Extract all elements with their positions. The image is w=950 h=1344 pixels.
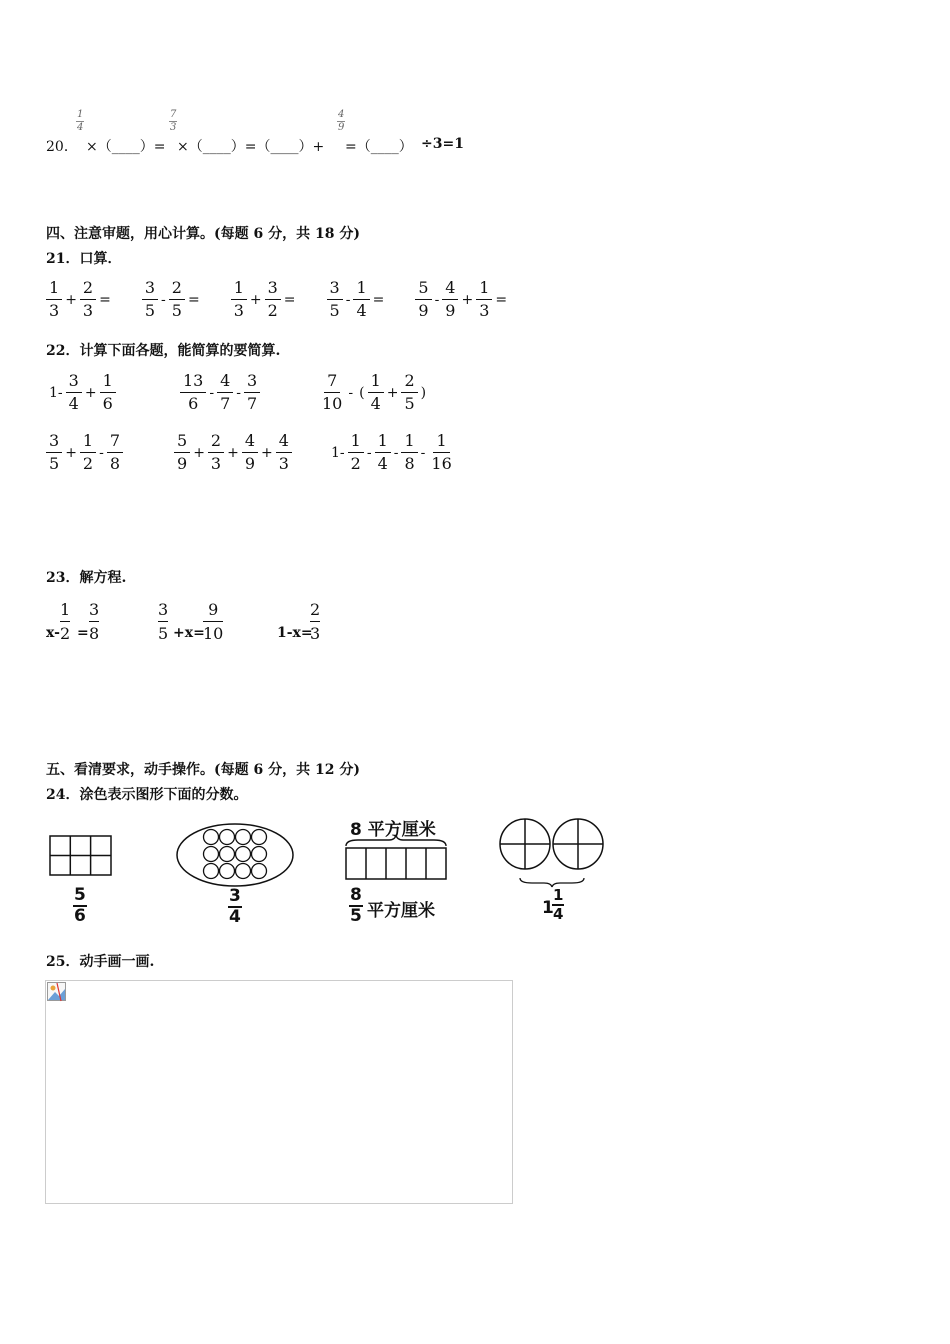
fraction-numerator: 4: [242, 433, 258, 453]
fraction-denominator: 5: [404, 394, 415, 413]
fraction-numerator: 4: [217, 373, 233, 393]
q23-title: 23．解方程.: [46, 570, 127, 586]
q23-eq2-frac2-num: 9: [203, 600, 223, 622]
fraction: [66, 373, 82, 412]
fraction: [46, 280, 62, 319]
fraction: [169, 280, 185, 319]
fraction-numerator: 3: [46, 433, 62, 453]
fraction-denominator: 4: [377, 454, 388, 473]
fraction: [46, 433, 62, 472]
fig2-fraction-den: 4: [229, 907, 241, 927]
q20-tail: ÷3=1: [421, 136, 464, 152]
fraction-denominator: 3: [210, 454, 222, 473]
fraction-denominator: 5: [171, 301, 182, 320]
fig3-fraction-num: 8: [350, 885, 362, 905]
operator: +: [461, 291, 474, 308]
operator: ): [420, 384, 427, 401]
fraction: [174, 433, 190, 472]
fraction-denominator: 9: [244, 454, 256, 473]
fraction: [265, 280, 281, 319]
fraction-denominator: 3: [278, 454, 289, 473]
fraction-numerator: 4: [442, 280, 458, 300]
fraction-denominator: 4: [356, 301, 367, 320]
q23-eq1-frac2-num: 3: [89, 600, 99, 622]
fraction-denominator: 3: [479, 301, 490, 320]
fraction: [142, 280, 158, 319]
fig4-whole: 1: [542, 898, 554, 918]
section-5-title: 五、看清要求，动手操作。(每题 6 分，共 12 分): [46, 762, 360, 778]
operator: +: [84, 384, 97, 401]
operator: +: [227, 444, 239, 461]
fraction-numerator: 3: [327, 280, 343, 300]
fraction-denominator: 6: [188, 394, 199, 413]
operator: =: [495, 291, 508, 308]
drawing-image-area: [45, 980, 513, 1204]
fraction-denominator: 4: [370, 394, 381, 413]
operator: (: [359, 384, 365, 401]
operator: -: [434, 291, 440, 308]
fraction: [217, 373, 233, 412]
q23-eq2-frac2: [203, 600, 223, 643]
grid-2x3-shape[interactable]: [48, 834, 114, 878]
q20-frac-1-den: 4: [77, 122, 84, 133]
fig3-unit: 平方厘米: [367, 901, 435, 921]
fraction-denominator: 9: [418, 301, 429, 320]
rect-5-part-shape[interactable]: [343, 834, 449, 882]
fraction-numerator: 1: [231, 280, 247, 300]
fraction-denominator: 6: [102, 394, 113, 413]
operator: +: [193, 444, 205, 461]
fraction: [401, 373, 417, 412]
fraction: [180, 373, 206, 412]
fig1-fraction-num: 5: [74, 885, 86, 905]
fraction: [107, 433, 123, 472]
fraction-numerator: 1: [80, 433, 96, 453]
fraction-numerator: 2: [208, 433, 224, 453]
fraction: [208, 433, 224, 472]
fraction-denominator: 2: [350, 454, 361, 473]
fraction-numerator: 4: [276, 433, 292, 453]
fraction-numerator: 3: [142, 280, 158, 300]
operator: =: [187, 291, 200, 308]
fraction: [319, 373, 345, 412]
fraction-denominator: 2: [82, 454, 94, 473]
fraction: [415, 280, 431, 319]
fraction-numerator: 7: [324, 373, 340, 393]
operator: +: [65, 444, 77, 461]
oral-calc-item: [327, 280, 388, 319]
fraction-denominator: 9: [445, 301, 456, 320]
q23-eq3-lead: 1-x=: [277, 625, 313, 641]
fraction: [276, 433, 292, 472]
q22-expression: [174, 433, 292, 472]
q21-expressions: [46, 280, 510, 319]
q23-eq1-frac2: [89, 600, 99, 643]
fraction-numerator: 2: [169, 280, 185, 300]
fraction: [244, 373, 260, 412]
fraction-numerator: 3: [244, 373, 260, 393]
q23-eq1-lead: x-: [46, 625, 60, 641]
two-circles-shape[interactable]: [498, 816, 606, 888]
fraction-numerator: 1: [375, 433, 391, 453]
fraction-numerator: 1: [368, 373, 384, 393]
q20-frac-1-num: 1: [77, 109, 84, 120]
operator: -: [420, 444, 426, 461]
operator: -: [345, 291, 351, 308]
fraction-numerator: 1: [46, 280, 62, 300]
q25-title: 25．动手画一画.: [46, 954, 155, 970]
fraction: [428, 433, 454, 472]
ellipse-circles-shape[interactable]: [175, 822, 295, 888]
fraction: [327, 280, 343, 319]
fraction: [442, 280, 458, 319]
q23-eq1-frac1-num: 1: [60, 600, 70, 622]
fraction-denominator: 4: [68, 394, 79, 413]
q22-expression: [180, 373, 260, 412]
broken-image-icon: [47, 982, 67, 1002]
fraction-numerator: 1: [100, 373, 116, 393]
operator: 1-: [331, 444, 345, 461]
operator: -: [393, 444, 399, 461]
fig3-fraction: [349, 887, 363, 925]
q20-frac-3-num: 4: [338, 109, 345, 120]
operator: -: [99, 444, 104, 461]
q20-part-b: ×（____）=（____）+: [177, 139, 325, 155]
operator: -: [209, 384, 215, 401]
q23-eq3-frac1-num: 2: [310, 600, 320, 622]
fraction-numerator: 2: [401, 373, 417, 393]
fraction-denominator: 16: [431, 454, 452, 473]
fraction-numerator: 5: [415, 280, 431, 300]
q20-frac-1: [76, 110, 84, 133]
fraction-numerator: 3: [66, 373, 82, 393]
q20-part-c: =（____）: [345, 139, 413, 155]
q22-expression: [319, 373, 429, 412]
fraction-numerator: 1: [353, 280, 369, 300]
q22-expression: [328, 433, 455, 472]
fraction-denominator: 8: [109, 454, 121, 473]
q23-eq2-frac1-den: 5: [158, 624, 169, 643]
fraction: [348, 433, 364, 472]
fraction-denominator: 3: [49, 301, 60, 320]
oral-calc-item: [142, 280, 203, 319]
q23-eq1-frac2-den: 8: [89, 624, 100, 643]
q22-expression: [46, 373, 116, 412]
fraction-denominator: 10: [322, 394, 343, 413]
fraction-denominator: 5: [329, 301, 340, 320]
operator: =: [372, 291, 385, 308]
fraction-denominator: 9: [177, 454, 188, 473]
fig1-fraction-den: 6: [74, 906, 86, 926]
fraction-numerator: 7: [107, 433, 123, 453]
section-4-title: 四、注意审题，用心计算。(每题 6 分，共 18 分): [46, 226, 360, 242]
operator: +: [386, 384, 399, 401]
fig1-fraction: [73, 887, 87, 925]
fig3-fraction-den: 5: [350, 906, 362, 926]
oral-calc-item: [46, 280, 114, 319]
fraction: [401, 433, 417, 472]
fig2-fraction: [228, 888, 242, 926]
fig4-fraction-num: 1: [553, 886, 564, 904]
q20-frac-3-den: 9: [338, 122, 345, 133]
fig4-fraction: [552, 888, 564, 922]
q21-title: 21．口算．: [46, 251, 122, 267]
oral-calc-item: [231, 280, 299, 319]
q23-eq1-frac1: [60, 600, 70, 643]
fraction-denominator: 3: [82, 301, 94, 320]
q23-eq3-frac1: [310, 600, 320, 643]
fraction-denominator: 8: [404, 454, 415, 473]
oral-calc-item: [415, 280, 510, 319]
fraction: [80, 433, 96, 472]
fraction-numerator: 13: [180, 373, 206, 393]
fraction: [100, 373, 116, 412]
fraction: [375, 433, 391, 472]
fraction: [476, 280, 492, 319]
operator: =: [99, 291, 111, 308]
fraction-denominator: 7: [247, 394, 258, 413]
fraction-denominator: 5: [144, 301, 156, 320]
q23-eq3-frac1-den: 3: [310, 624, 321, 643]
fraction-numerator: 1: [476, 280, 492, 300]
operator: -: [161, 291, 166, 308]
fraction-denominator: 3: [233, 301, 244, 320]
q20-frac-2-den: 3: [170, 122, 177, 133]
fraction-numerator: 1: [433, 433, 449, 453]
q20-frac-3: [337, 110, 345, 133]
operator: +: [249, 291, 262, 308]
operator: -: [236, 384, 242, 401]
fraction: [242, 433, 258, 472]
fraction-numerator: 1: [401, 433, 417, 453]
fraction: [368, 373, 384, 412]
q23-eq2-frac1: [158, 600, 168, 643]
fraction-denominator: 5: [49, 454, 60, 473]
q23-eq2-mid: +x=: [173, 625, 205, 641]
fraction: [231, 280, 247, 319]
q24-title: 24．涂色表示图形下面的分数。: [46, 787, 248, 803]
operator: -: [348, 384, 354, 401]
q23-eq1-equals: =: [77, 625, 89, 641]
fig4-fraction-den: 4: [553, 905, 564, 923]
fraction-numerator: 2: [80, 280, 96, 300]
operator: +: [261, 444, 273, 461]
fraction-numerator: 1: [348, 433, 364, 453]
fig3-top-label: 8 平方厘米: [350, 820, 436, 840]
q20-number: 20．: [46, 139, 78, 155]
q20-part-a: ×（____）=: [86, 139, 166, 155]
q23-eq2-frac2-den: 10: [203, 624, 224, 643]
q22-expression: [46, 433, 123, 472]
q20-frac-2: [169, 110, 177, 133]
fig2-fraction-num: 3: [229, 886, 241, 906]
q22-title: 22．计算下面各题，能简算的要简算.: [46, 343, 281, 359]
q23-eq1-frac1-den: 2: [60, 624, 71, 643]
q20-frac-2-num: 7: [170, 109, 177, 120]
fraction-numerator: 5: [174, 433, 190, 453]
fraction: [353, 280, 369, 319]
operator: 1-: [49, 384, 63, 401]
fraction-denominator: 7: [220, 394, 231, 413]
fraction-numerator: 3: [265, 280, 281, 300]
operator: -: [366, 444, 372, 461]
operator: =: [283, 291, 296, 308]
operator: +: [65, 291, 77, 308]
q23-eq2-frac1-num: 3: [158, 600, 168, 622]
fraction: [80, 280, 96, 319]
fraction-denominator: 2: [267, 301, 278, 320]
